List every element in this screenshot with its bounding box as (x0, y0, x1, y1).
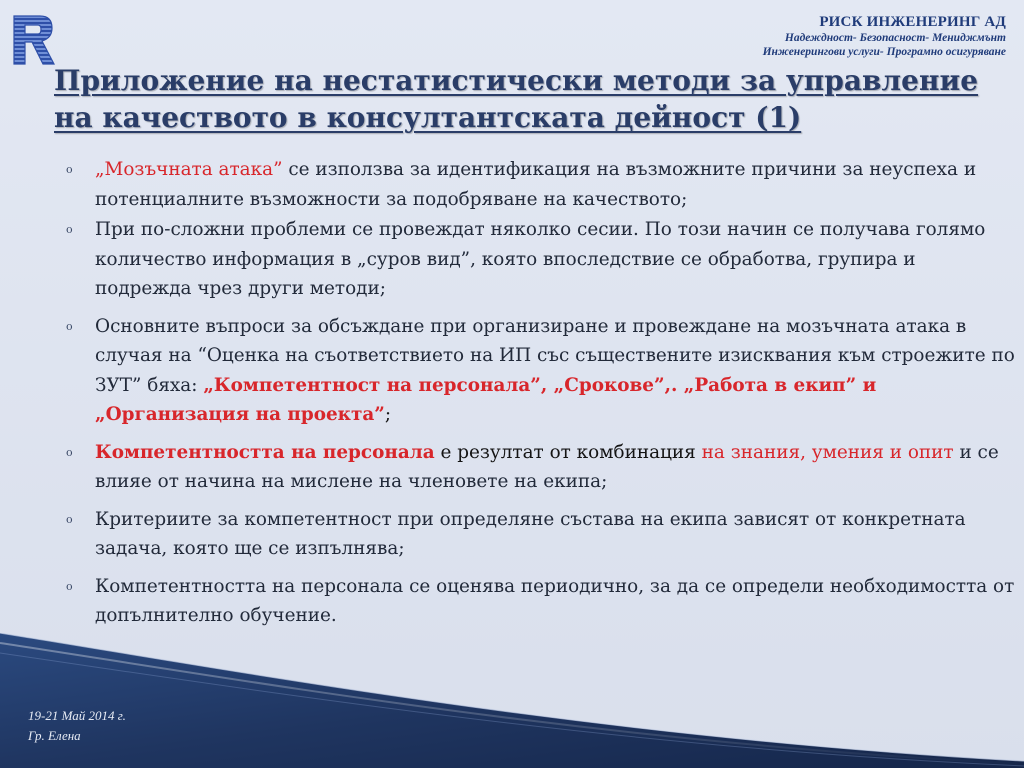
bullet-item (66, 572, 1016, 631)
footer-place: Гр. Елена (28, 728, 81, 743)
bullet-mid: е резултат от комбинация (434, 441, 702, 463)
bullet-text: При по-сложни проблеми се провеждат няколко сесии. По този начин се получава голямо количество информация в „суров вид”, която впоследствие се обработва, групира и подрежда чрез други методи; (95, 219, 986, 299)
bullet-circle-icon: o (66, 319, 73, 333)
bullet-text: и се влияе от начина на мислене на членовете на екипа; (95, 441, 999, 492)
bullet-item (66, 312, 1016, 430)
bullet-emphasis: „Компетентност на персонала”, „Срокове”,. „Работа в екип” и „Организация на проекта” (95, 374, 877, 425)
bullet-item (66, 215, 1016, 304)
risk-r-logo-icon (12, 14, 56, 66)
bullet-list (66, 155, 1016, 639)
company-tagline-1: Надеждност- Безопасност- Мениджмънт (784, 32, 1006, 44)
bullet-item (66, 505, 1016, 564)
bullet-circle-icon: o (66, 163, 73, 176)
bullet-text: се използва за идентификация на възможните причини за неуспеха и потенциалните възможности за подобряване на качеството; (95, 159, 977, 210)
bullet-red-text: на знания, умения и опит (701, 441, 954, 463)
bullet-circle-icon: o (66, 579, 73, 593)
slide-title (54, 62, 1004, 136)
bullet-lead: „Мозъчната атака” (95, 159, 283, 180)
company-name: РИСК ИНЖЕНЕРИНГ АД (819, 14, 1006, 30)
bullet-circle-icon: o (66, 512, 73, 526)
company-header (763, 14, 1006, 59)
company-tagline-2: Инженерингови услуги- Програмно осигуряване (762, 46, 1006, 58)
bullet-tail: ; (384, 404, 392, 425)
bullet-circle-icon: o (66, 445, 73, 459)
bullet-item (66, 438, 1016, 497)
footer-band (0, 633, 1024, 768)
bullet-text: Основните въпроси за обсъждане при организиране и провеждане на мозъчната атака в случая на “Оценка на съответствието на ИП със съществените изисквания към строежите по ЗУТ” бяха: (95, 315, 1015, 396)
bullet-item (66, 155, 1016, 214)
footer (28, 706, 126, 746)
bullet-lead: Компетентността на персонала (95, 441, 435, 463)
bullet-circle-icon: o (66, 223, 73, 236)
footer-date: 19-21 Май 2014 г. (28, 708, 126, 723)
bullet-text: Компетентността на персонала се оценява периодично, за да се определи необходимостта от допълнително обучение. (95, 575, 1015, 626)
bullet-text: Критериите за компетентност при определяне състава на екипа зависят от конкретната задача, която ще се изпълнява; (95, 508, 966, 559)
slide-title-line-1: Приложение на нестатистически методи за управление (54, 64, 979, 97)
slide-title-line-2: на качеството в консултантската дейност (1) (54, 101, 802, 134)
